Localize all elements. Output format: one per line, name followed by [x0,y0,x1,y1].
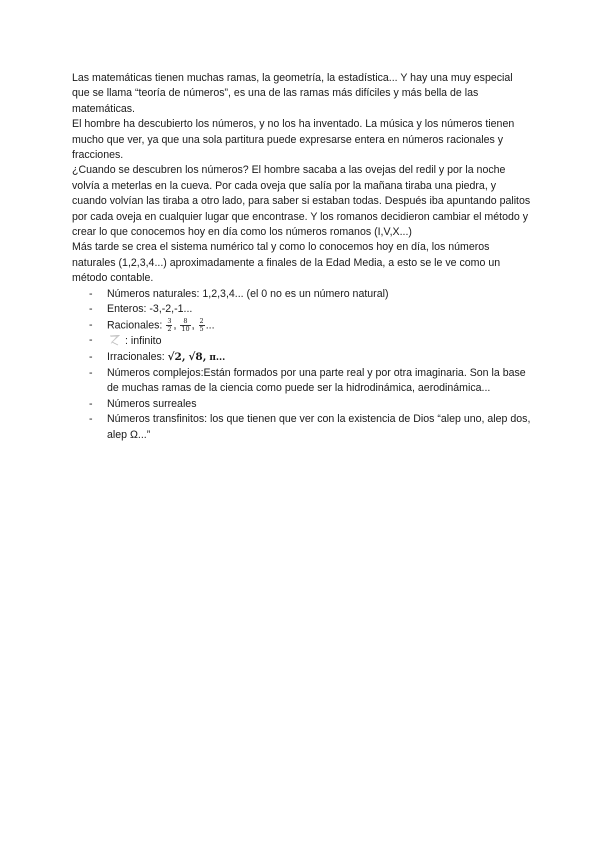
list-item-transfinitos [89,412,532,443]
irracionales-label: Irracionales: [107,350,165,363]
bullet-dash: - [89,413,93,426]
list-item-enteros [89,302,532,317]
list-item-text: Números naturales: 1,2,3,4... (el 0 no es un número natural) [107,287,389,300]
bullet-dash: - [89,287,93,300]
document-body [72,71,532,443]
fraction-3-2: $\frac{3}{2}$ [167,316,172,333]
paragraph-modern-system: Más tarde se crea el sistema numérico tal y como lo conocemos hoy en día, los números naturales (1,2,3,4...) aproximadamente a finales de la Edad Media, a esto se le ve como un método contable. [72,241,501,285]
list-item-infinito [89,333,532,349]
list-item-complejos [89,366,532,397]
bullet-dash: - [89,303,93,316]
racionales-label: Racionales: [107,318,163,331]
sqrt-8: √8, [188,350,207,363]
list-item-racionales: - Racionales: $\frac{3}{2}$ , $\frac{8}{10}$ , $\frac{2}{5}$ ... [89,316,215,333]
paragraph-intro: Las matemáticas tienen muchas ramas, la geometría, la estadística... Y hay una muy especial que se llama “teoría de números”, es una de las ramas más difíciles y más bella de las matemáticas. [72,72,513,115]
fraction-2-5: $\frac{2}{5}$ [199,316,204,333]
bullet-dash: - [89,367,93,380]
fraction-8-10: $\frac{8}{10}$ [181,316,190,333]
list-item-text: Números complejos:Están formados por una parte real y por otra imaginaria. Son la base de muchas ramas de la ciencia como puede ser la hidrodinámica, aerodinámica... [107,367,526,395]
infinity-symbol-icon [107,333,121,347]
list-item-naturales [89,287,532,302]
paragraph-history: ¿Cuando se descubren los números? El hombre sacaba a las ovejas del redil y por la noche volvía a meterlas en la cueva. Por cada oveja que salía por la mañana tiraba una piedra, y cuando volvían las tiraba a otro lado, para saber si estaban todas. Después iba apuntando palitos por cada oveja en cualquier lugar que encontrase. Y los romanos decidieron cambiar el método y crear lo que conocemos hoy en día como los números romanos (I,V,X...) [72,164,531,239]
paragraph-discovery: El hombre ha descubierto los números, y no los ha inventado. La música y los números tienen mucho que ver, ya que una sola partitura puede expresarse entera en números racionales y fracciones. [72,118,515,162]
list-item-text: Enteros: -3,-2,-1... [107,303,193,316]
bullet-dash: - [89,350,93,363]
pi-symbol: π... [209,352,226,363]
list-item-surreales [89,397,532,412]
number-types-list [72,287,532,443]
list-item-text: Números transfinitos: los que tienen que ver con la existencia de Dios “alep uno, alep dos, alep Ω...” [107,413,531,441]
bullet-dash: - [89,397,93,410]
list-item-irracionales [89,350,532,366]
list-item-text: Números surreales [107,397,197,410]
infinito-text: : infinito [125,335,162,348]
bullet-dash: - [89,334,93,347]
sqrt-2: √2, [167,350,186,363]
bullet-dash: - [89,318,93,331]
